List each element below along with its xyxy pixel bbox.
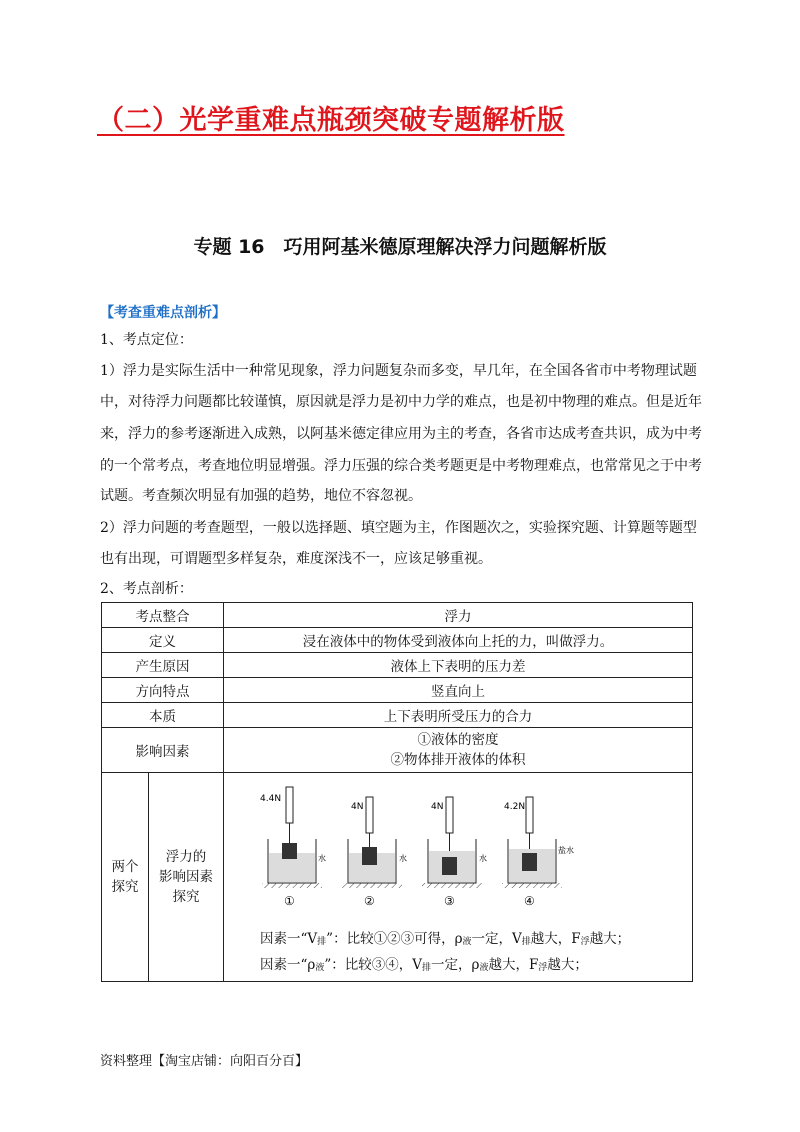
scale-reading: 4N	[351, 802, 364, 812]
ground	[502, 883, 562, 888]
setup-label: ④	[524, 894, 535, 908]
table-row	[102, 653, 693, 678]
factor-sub: 液	[479, 963, 489, 973]
row-value: 液体上下表明的压力差	[224, 653, 693, 678]
p1-heading: 1、考点定位：	[100, 332, 193, 348]
influence-item: ②物体排开液体的体积	[390, 752, 526, 768]
spring-scale	[286, 787, 293, 823]
factor-text: 越大，F	[488, 957, 539, 973]
explore-sub-line: 浮力的	[165, 849, 207, 865]
p2-heading: 2、考点剖析：	[100, 581, 193, 597]
experiment-cell	[224, 773, 693, 982]
row-key: 本质	[102, 703, 224, 728]
page-title: 专题 16 巧用阿基米德原理解决浮力问题解析版	[193, 236, 607, 258]
factor-text: 越大，F	[530, 931, 581, 947]
scale-reading: 4.4N	[260, 794, 282, 804]
p1-line: 2）浮力问题的考查题型，一般以选择题、填空题为主，作图题次之，实验探究题、计算题等题型	[100, 520, 697, 536]
factor-sub: 液	[462, 937, 472, 947]
table-row	[102, 728, 693, 773]
p1-line: 试题。考查频次明显有加强的趋势，地位不容忽视。	[100, 488, 422, 504]
ground	[422, 883, 482, 888]
factor-text: ”：比较③④，V	[324, 957, 423, 973]
block	[362, 847, 377, 865]
table-row	[102, 773, 693, 982]
setup-label: ①	[284, 894, 295, 908]
row-value: 竖直向上	[224, 678, 693, 703]
explore-sub-line: 影响因素	[159, 869, 213, 885]
explore-sub-line: 探究	[172, 889, 200, 905]
footer-source: 资料整理【淘宝店铺：向阳百分百】	[100, 1054, 309, 1069]
scale-reading: 4.2N	[504, 802, 526, 812]
spring-scale	[526, 797, 533, 833]
explore-subkey	[149, 773, 224, 982]
explore-key-line: 探究	[111, 879, 139, 895]
table-header-key: 考点整合	[102, 603, 224, 628]
ground	[262, 883, 322, 888]
scale-reading: 4N	[431, 802, 444, 812]
ground	[342, 883, 402, 888]
liquid-label: 水	[479, 854, 487, 863]
p1-line: 中，对待浮力问题都比较谨慎，原因就是浮力是初中力学的难点，也是初中物理的难点。但是近年	[100, 394, 702, 410]
table-row	[102, 603, 693, 628]
p1-line: 1）浮力是实际生活中一种常见现象，浮力问题复杂而多变，早几年，在全国各省市中考物理试题	[100, 363, 697, 379]
factor-sub: 浮	[538, 963, 548, 973]
setup-2	[342, 797, 407, 908]
block	[282, 843, 297, 859]
table-row	[102, 678, 693, 703]
factor-text: ”：比较①②③可得，ρ	[326, 931, 463, 947]
setup-3	[422, 797, 487, 908]
block	[442, 857, 457, 875]
row-key: 方向特点	[102, 678, 224, 703]
factor-2	[260, 953, 588, 973]
factor-sub: 排	[317, 937, 327, 947]
factor-text: 越大；	[547, 957, 588, 973]
row-value: 浸在液体中的物体受到液体向上托的力，叫做浮力。	[224, 628, 693, 653]
factor-text: 一定，ρ	[431, 957, 480, 973]
p1-line: 来，浮力的参考逐渐进入成熟，以阿基米德定律应用为主的考查，各省市达成考查共识，成为中考	[100, 426, 702, 442]
setup-4	[502, 797, 574, 908]
liquid-label: 水	[318, 854, 326, 863]
p1-line: 也有出现，可谓题型多样复杂，难度深浅不一，应该足够重视。	[100, 551, 492, 567]
key-points-table	[101, 602, 693, 982]
row-value: 上下表明所受压力的合力	[224, 703, 693, 728]
setup-1	[260, 787, 326, 908]
setup-label: ②	[364, 894, 375, 908]
section-label: 【考查重难点剖析】	[100, 305, 226, 321]
liquid-label: 水	[399, 854, 407, 863]
explore-key	[102, 773, 149, 982]
buoyancy-experiment-figure	[258, 781, 598, 911]
table-row	[102, 703, 693, 728]
row-key: 产生原因	[102, 653, 224, 678]
row-key: 影响因素	[102, 728, 224, 773]
spring-scale	[446, 797, 453, 833]
block	[522, 853, 537, 871]
factor-text: 越大；	[589, 931, 631, 947]
factor-sub: 液	[315, 963, 325, 973]
factor-text: 因素一“ρ	[260, 957, 316, 973]
factor-1	[260, 927, 630, 947]
table-row	[102, 628, 693, 653]
spring-scale	[366, 797, 373, 833]
setup-label: ③	[444, 894, 455, 908]
liquid-label: 盐水	[558, 846, 574, 855]
explore-key-line: 两个	[111, 859, 139, 875]
series-banner: （二）光学重难点瓶颈突破专题解析版	[97, 105, 565, 136]
factor-sub: 排	[521, 937, 531, 947]
table-header-value: 浮力	[224, 603, 693, 628]
p1-line: 的一个常考点，考查地位明显增强。浮力压强的综合类考题更是中考物理难点，也常常见之于中考	[100, 458, 702, 474]
factor-sub: 排	[422, 963, 432, 973]
row-value	[224, 728, 693, 773]
row-key: 定义	[102, 628, 224, 653]
factor-text: 因素一“V	[260, 931, 318, 947]
factor-text: 一定，V	[471, 931, 522, 947]
factor-sub: 浮	[580, 937, 590, 947]
influence-item: ①液体的密度	[417, 732, 499, 748]
